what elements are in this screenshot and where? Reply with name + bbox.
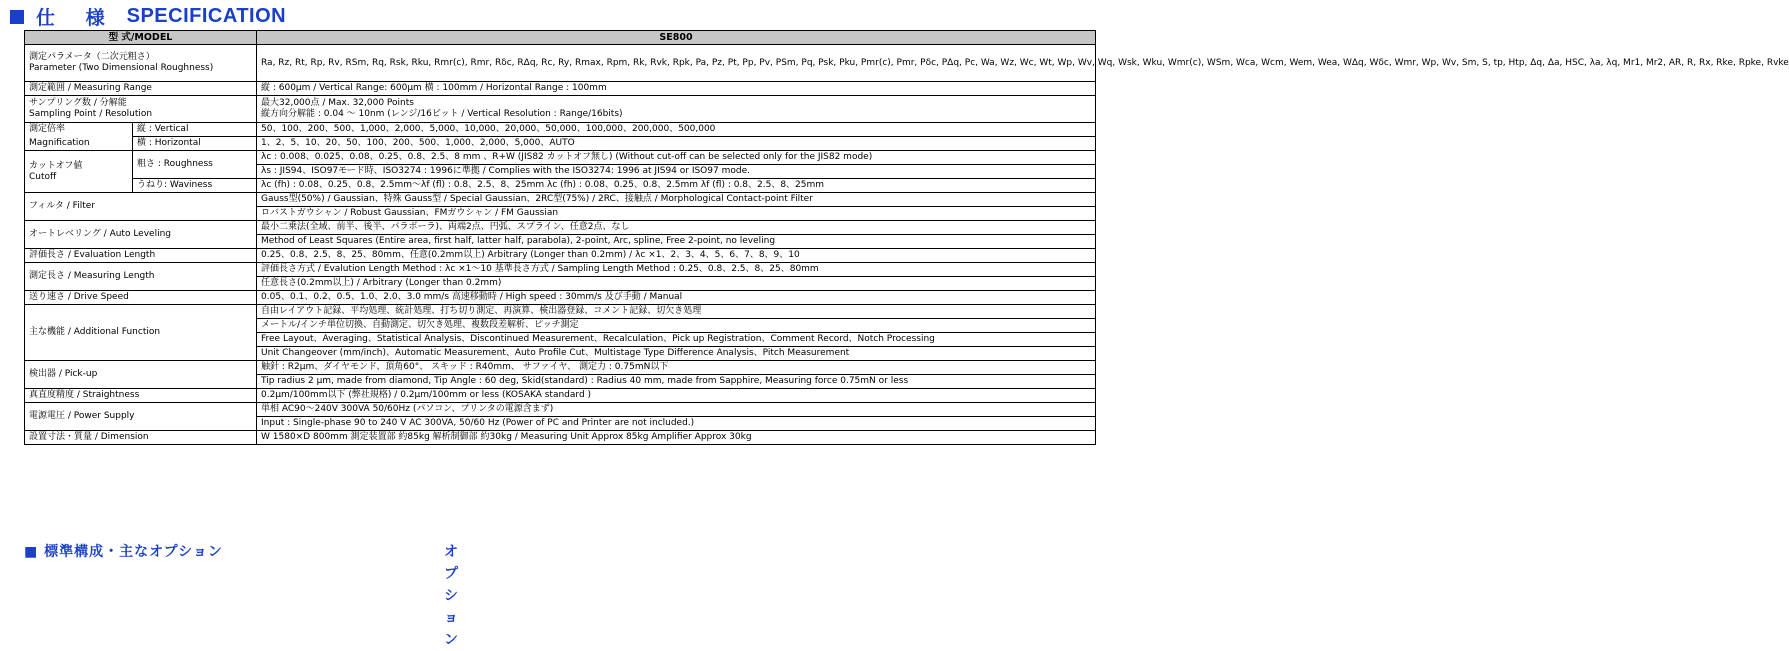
row-pickup-1 [25,361,1096,375]
row-leveling-1 [25,221,1096,235]
row-cutoff-waviness [25,179,1096,193]
row-magnification-vertical [25,123,1096,137]
table-header-row [25,31,1096,45]
filter-label: フィルタ / Filter [25,193,257,221]
row-evaluation [25,249,1096,263]
row-power-1 [25,403,1096,417]
drive-speed-label: 送り速さ / Drive Speed [25,291,257,305]
row-magnification-horizontal [25,137,1096,151]
cutoff-roughness-value-2: λs : JIS94、ISO97モード時、ISO3274 : 1996に準拠 / Complies with the ISO3274: 1996 at JIS94 or ISO97 mode. [257,165,1096,179]
filter-value-2: ロバストガウシャン / Robust Gaussian、FMガウシャン / FM Gaussian [257,207,1096,221]
functions-value-4: Unit Changeover (mm/inch)、Automatic Measurement、Auto Profile Cut、Multistage Type Difference Analysis、Pitch Measurement [257,347,1096,361]
range-value: 縦 : 600μm / Vertical Range: 600μm 横 : 100mm / Horizontal Range : 100mm [257,82,1096,96]
power-label: 電源電圧 / Power Supply [25,403,257,431]
magnification-label: 測定倍率 Magnification [25,123,133,151]
row-parameter [25,45,1096,82]
leveling-value-2: Method of Least Squares (Entire area, first half, latter half, parabola), 2-point, Arc, spline, Free 2-point, no leveling [257,235,1096,249]
row-drive-speed [25,291,1096,305]
spec-heading [10,3,286,29]
cutoff-roughness-value-1: λc : 0.008、0.025、0.08、0.25、0.8、2.5、8 mm 、R+W (JIS82 カットオフ無し) (Without cut-off can be selected only for the JIS82 mode) [257,151,1096,165]
sampling-value: 最大32,000点 / Max. 32,000 Points 縦方向分解能 : 0.04 ～ 10nm (レンジ/16ビット / Vertical Resolution : Range/16bits) [257,96,1096,123]
dimension-label: 設置寸法・質量 / Dimension [25,431,257,445]
magnification-horizontal-value: 1、2、5、10、20、50、100、200、500、1,000、2,000、5,000、AUTO [257,137,1096,151]
row-functions-1 [25,305,1096,319]
evaluation-label: 評価長さ / Evaluation Length [25,249,257,263]
functions-value-2: メートル/インチ単位切換、自動測定、切欠き処理、複数段差解析、ピッチ測定 [257,319,1096,333]
leveling-label: オートレベリング / Auto Leveling [25,221,257,249]
straightness-label: 真直度精度 / Straightness [25,389,257,403]
row-straightness [25,389,1096,403]
power-value-2: Input : Single-phase 90 to 240 V AC 300VA, 50/60 Hz (Power of PC and Printer are not included.) [257,417,1096,431]
magnification-vertical-value: 50、100、200、500、1,000、2,000、5,000、10,000、20,000、50,000、100,000、200,000、500,000 [257,123,1096,137]
measuring-length-value-1: 評価長さ方式 / Evalution Length Method : λc ×1～10 基準長さ方式 / Sampling Length Method : 0.25、0.8、2.5、8、25、80mm [257,263,1096,277]
row-measuring-length-1 [25,263,1096,277]
cutoff-label: カットオフ値 Cutoff [25,151,133,193]
measuring-length-label: 測定長さ / Measuring Length [25,263,257,291]
magnification-horizontal-label: 横 : Horizontal [133,137,257,151]
heading-en: SPECIFICATION [126,4,287,27]
functions-value-1: 自由レイアウト記録、平均処理、統計処理、打ち切り測定、再演算、検出器登録、コメント記録、切欠き処理 [257,305,1096,319]
square-bullet-icon [10,10,24,24]
dimension-value: W 1580×D 800mm 測定装置部 約85kg 解析制御部 約30kg / Measuring Unit Approx 85kg Amplifier Approx 30kg [257,431,1096,445]
filter-value-1: Gauss型(50%) / Gaussian、特殊 Gauss型 / Special Gaussian、2RC型(75%) / 2RC、接触点 / Morphological Contact-point Filter [257,193,1096,207]
drive-speed-value: 0.05、0.1、0.2、0.5、1.0、2.0、3.0 mm/s 高速移動時 / High speed : 30mm/s 及び手動 / Manual [257,291,1096,305]
parameter-value: Ra, Rz, Rt, Rp, Rv, RSm, Rq, Rsk, Rku, Rmr(c), Rmr, Rδc, RΔq, Rc, Ry, Rmax, Rpm, Rk, Rvk, Rpk, Pa, Pz, Pt, Pp, Pv, PSm, Pq, Psk, Pku, Pmr(c), Pmr, Pδc, PΔq, Pc, Wa, Wz, Wc, Wt, Wp, Wv, Wq, Wsk, Wku, Wmr(c), WSm, Wca, Wcm, Wem, Wea, WΔq, Wδc, Wmr, Wp, Wv, Sm, S, tp, Htp, Δq, Δa, HSC, λa, λq, Mr1, Mr2, AR, R, Rx, Rke, Rpke, Rvke [257,45,1096,82]
leveling-value-1: 最小二乗法(全域、前半、後半、パラボーラ)、両端2点、円弧、スプライン、任意2点、なし [257,221,1096,235]
heading-jp: 仕 様 [36,6,117,29]
model-value: SE800 [257,31,1096,45]
range-label: 測定範囲 / Measuring Range [25,82,257,96]
pickup-value-1: 触針 : R2μm、ダイヤモンド、頂角60°、 スキッド : R40mm、 サファイヤ、 測定力 : 0.75mN以下 [257,361,1096,375]
functions-value-3: Free Layout、Averaging、Statistical Analysis、Discontinued Measurement、Recalculation、Pick up Registration、Comment Record、Notch Processing [257,333,1096,347]
row-dimension [25,431,1096,445]
next-section-left: ■ 標準構成・主なオプション [24,544,223,560]
row-cutoff-roughness-1 [25,151,1096,165]
cutoff-waviness-label: うねり: Waviness [133,179,257,193]
pickup-value-2: Tip radius 2 μm, made from diamond, Tip Angle : 60 deg, Skid(standard) : Radius 40 mm, made from Sapphire, Measuring force 0.75mN or less [257,375,1096,389]
spec-table [24,30,1789,445]
measuring-length-value-2: 任意長さ(0.2mm以上) / Arbitrary (Longer than 0.2mm) [257,277,1096,291]
pickup-label: 検出器 / Pick-up [25,361,257,389]
cutoff-roughness-label: 粗さ : Roughness [133,151,257,179]
row-range [25,82,1096,96]
sampling-label: サンプリング数 / 分解能 Sampling Point / Resolution [25,96,257,123]
row-sampling [25,96,1096,123]
magnification-vertical-label: 縦 : Vertical [133,123,257,137]
model-label: 型 式/MODEL [25,31,257,45]
parameter-label: 測定パラメータ（二次元粗さ） Parameter (Two Dimensional Roughness) [25,45,257,82]
next-section-heading [24,541,459,648]
next-section-right: オプション [444,544,459,648]
evaluation-value: 0.25、0.8、2.5、8、25、80mm、任意(0.2mm以上) Arbitrary (Longer than 0.2mm) / λc ×1、2、3、4、5、6、7、8、9、10 [257,249,1096,263]
row-filter-1 [25,193,1096,207]
cutoff-waviness-value: λc (fh) : 0.08、0.25、0.8、2.5mm～λf (fl) : 0.8、2.5、8、25mm λc (fh) : 0.08、0.25、0.8、2.5mm λf (fl) : 0.8、2.5、8、25mm [257,179,1096,193]
power-value-1: 単相 AC90～240V 300VA 50/60Hz (パソコン、プリンタの電源含まず) [257,403,1096,417]
straightness-value: 0.2μm/100mm以下 (弊社規格) / 0.2μm/100mm or less (KOSAKA standard ) [257,389,1096,403]
functions-label: 主な機能 / Additional Function [25,305,257,361]
